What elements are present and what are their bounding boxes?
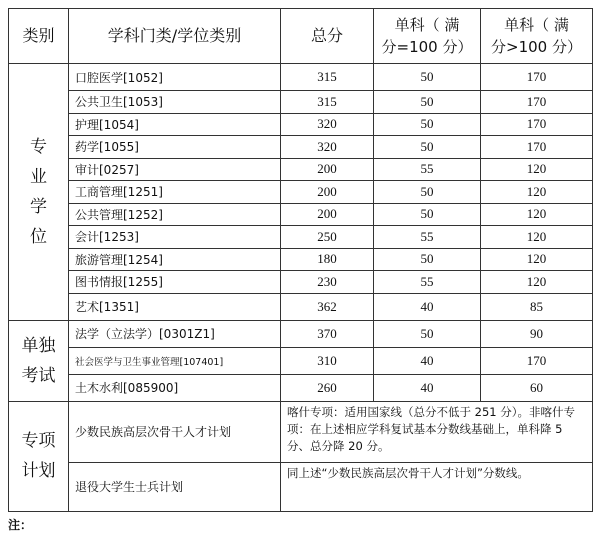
table-row — [9, 271, 593, 294]
single-gt100-score: 170 — [481, 91, 593, 114]
special-note: 同上述“少数民族高层次骨干人才计划”分数线。 — [281, 462, 593, 511]
single-gt100-score: 170 — [481, 347, 593, 374]
category-professional — [9, 64, 69, 321]
total-score: 362 — [281, 293, 374, 320]
table-row — [9, 462, 593, 511]
header-category: 类别 — [9, 9, 69, 64]
single-100-score: 50 — [374, 64, 481, 91]
score-table — [8, 8, 593, 512]
category-line: 计划 — [21, 461, 56, 481]
single-100-score: 40 — [374, 293, 481, 320]
table-row — [9, 181, 593, 204]
category-char: 专 — [30, 136, 47, 157]
table-row — [9, 347, 593, 374]
header-discipline: 学科门类/学位类别 — [69, 9, 281, 64]
table-row — [9, 293, 593, 320]
special-note: 喀什专项：适用国家线（总分不低于 251 分）。非喀什专项：在上述相应学科复试基本分数线基础上，单科降 5 分、总分降 20 分。 — [281, 401, 593, 462]
total-score: 320 — [281, 136, 374, 159]
single-gt100-score: 90 — [481, 320, 593, 347]
single-100-score: 40 — [374, 347, 481, 374]
category-line: 专项 — [21, 431, 56, 451]
header-single-100 — [374, 9, 481, 64]
single-100-score: 55 — [374, 158, 481, 181]
discipline-name: 退役大学生士兵计划 — [69, 462, 281, 511]
table-row — [9, 158, 593, 181]
single-100-score: 50 — [374, 320, 481, 347]
total-score: 320 — [281, 113, 374, 136]
category-standalone — [9, 320, 69, 401]
single-100-score: 55 — [374, 226, 481, 249]
discipline-name: 法学（立法学）[0301Z1] — [69, 320, 281, 347]
discipline-name: 公共管理[1252] — [69, 203, 281, 226]
table-row — [9, 203, 593, 226]
discipline-name: 少数民族高层次骨干人才计划 — [69, 401, 281, 462]
header-single-100-line1: 单科（ 满 — [394, 16, 460, 34]
single-gt100-score: 120 — [481, 248, 593, 271]
header-single-gt100 — [481, 9, 593, 64]
header-single-gt100-line1: 单科（ 满 — [504, 16, 569, 34]
discipline-name: 图书情报[1255] — [69, 271, 281, 294]
table-row — [9, 320, 593, 347]
single-100-score: 50 — [374, 91, 481, 114]
category-line: 考试 — [21, 365, 56, 386]
discipline-name: 公共卫生[1053] — [69, 91, 281, 114]
single-100-score: 55 — [374, 271, 481, 294]
footnote-label: 注： — [8, 518, 33, 532]
table-row — [9, 248, 593, 271]
table-row — [9, 136, 593, 159]
table-row — [9, 226, 593, 249]
total-score: 250 — [281, 226, 374, 249]
category-char: 学 — [30, 196, 47, 217]
single-gt100-score: 120 — [481, 203, 593, 226]
discipline-name: 药学[1055] — [69, 136, 281, 159]
discipline-name: 艺术[1351] — [69, 293, 281, 320]
category-line: 单独 — [21, 335, 56, 356]
discipline-name: 会计[1253] — [69, 226, 281, 249]
category-char: 业 — [30, 166, 47, 187]
discipline-name: 土木水利[085900] — [69, 374, 281, 401]
total-score: 310 — [281, 347, 374, 374]
single-100-score: 50 — [374, 181, 481, 204]
header-single-100-line2: 分=100 分） — [381, 38, 473, 56]
table-row — [9, 91, 593, 114]
single-gt100-score: 170 — [481, 136, 593, 159]
discipline-name: 工商管理[1251] — [69, 181, 281, 204]
total-score: 200 — [281, 181, 374, 204]
discipline-name: 旅游管理[1254] — [69, 248, 281, 271]
header-row — [9, 9, 593, 64]
category-char: 位 — [30, 226, 47, 247]
single-gt100-score: 120 — [481, 271, 593, 294]
single-gt100-score: 120 — [481, 226, 593, 249]
single-gt100-score: 85 — [481, 293, 593, 320]
table-row — [9, 64, 593, 91]
discipline-name: 审计[0257] — [69, 158, 281, 181]
total-score: 200 — [281, 203, 374, 226]
category-special — [9, 401, 69, 511]
discipline-name: 社会医学与卫生事业管理[107401] — [69, 347, 281, 374]
total-score: 315 — [281, 64, 374, 91]
table-row — [9, 374, 593, 401]
single-gt100-score: 170 — [481, 113, 593, 136]
discipline-name: 口腔医学[1052] — [69, 64, 281, 91]
total-score: 260 — [281, 374, 374, 401]
single-gt100-score: 170 — [481, 64, 593, 91]
table-row — [9, 401, 593, 462]
total-score: 315 — [281, 91, 374, 114]
single-100-score: 50 — [374, 113, 481, 136]
total-score: 230 — [281, 271, 374, 294]
single-gt100-score: 120 — [481, 158, 593, 181]
discipline-name: 护理[1054] — [69, 113, 281, 136]
single-100-score: 50 — [374, 248, 481, 271]
single-100-score: 50 — [374, 136, 481, 159]
total-score: 370 — [281, 320, 374, 347]
total-score: 180 — [281, 248, 374, 271]
table-row — [9, 113, 593, 136]
single-100-score: 40 — [374, 374, 481, 401]
header-single-gt100-line2: 分>100 分） — [491, 38, 582, 56]
single-gt100-score: 60 — [481, 374, 593, 401]
single-gt100-score: 120 — [481, 181, 593, 204]
header-total: 总分 — [281, 9, 374, 64]
single-100-score: 50 — [374, 203, 481, 226]
total-score: 200 — [281, 158, 374, 181]
